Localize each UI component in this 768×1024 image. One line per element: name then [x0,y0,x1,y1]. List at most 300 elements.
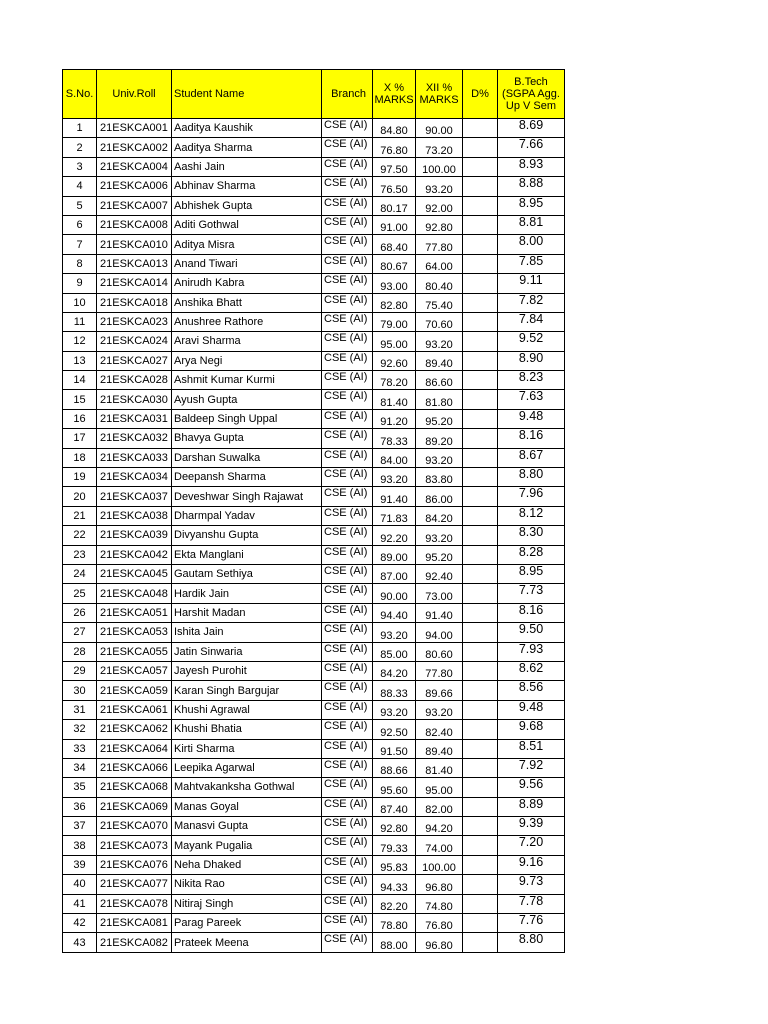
cell-x-marks: 87.40 [373,797,416,816]
cell-univ-roll: 21ESKCA028 [97,371,172,390]
cell-univ-roll: 21ESKCA004 [97,157,172,176]
table-row [63,875,565,894]
cell-sno: 17 [63,429,97,448]
cell-xii-marks: 81.40 [416,758,463,777]
cell-sno: 40 [63,875,97,894]
cell-x-marks: 95.00 [373,332,416,351]
cell-sgpa: 8.16 [498,429,565,448]
cell-univ-roll: 21ESKCA051 [97,603,172,622]
cell-sgpa: 7.78 [498,894,565,913]
cell-univ-roll: 21ESKCA081 [97,914,172,933]
cell-sno: 34 [63,758,97,777]
table-row [63,584,565,603]
cell-branch: CSE (AI) [322,720,373,739]
cell-x-marks: 79.33 [373,836,416,855]
cell-univ-roll: 21ESKCA045 [97,564,172,583]
cell-d-percent [463,526,498,545]
cell-student-name: Abhishek Gupta [172,196,322,215]
cell-sgpa: 9.16 [498,855,565,874]
cell-x-marks: 92.60 [373,351,416,370]
cell-d-percent [463,351,498,370]
cell-xii-marks: 93.20 [416,526,463,545]
cell-d-percent [463,545,498,564]
cell-d-percent [463,642,498,661]
cell-x-marks: 84.80 [373,119,416,138]
cell-univ-roll: 21ESKCA014 [97,274,172,293]
cell-x-marks: 94.33 [373,875,416,894]
cell-xii-marks: 90.00 [416,119,463,138]
cell-univ-roll: 21ESKCA073 [97,836,172,855]
cell-sno: 32 [63,720,97,739]
cell-x-marks: 71.83 [373,506,416,525]
table-row [63,933,565,952]
cell-univ-roll: 21ESKCA059 [97,681,172,700]
cell-x-marks: 93.20 [373,700,416,719]
cell-student-name: Aditya Misra [172,235,322,254]
cell-sno: 5 [63,196,97,215]
header-xii-line2: MARKS [419,94,459,106]
cell-d-percent [463,468,498,487]
cell-sno: 42 [63,914,97,933]
cell-student-name: Anshika Bhatt [172,293,322,312]
cell-univ-roll: 21ESKCA062 [97,720,172,739]
cell-sgpa: 7.73 [498,584,565,603]
cell-branch: CSE (AI) [322,855,373,874]
cell-xii-marks: 100.00 [416,855,463,874]
cell-xii-marks: 73.20 [416,138,463,157]
cell-branch: CSE (AI) [322,661,373,680]
cell-sgpa: 7.20 [498,836,565,855]
table-row [63,293,565,312]
cell-sgpa: 8.16 [498,603,565,622]
header-x-line1: X % [383,82,405,94]
cell-sno: 2 [63,138,97,157]
cell-branch: CSE (AI) [322,177,373,196]
cell-xii-marks: 83.80 [416,468,463,487]
cell-x-marks: 91.20 [373,409,416,428]
cell-d-percent [463,448,498,467]
cell-student-name: Jatin Sinwaria [172,642,322,661]
table-row [63,448,565,467]
cell-student-name: Khushi Bhatia [172,720,322,739]
cell-sno: 36 [63,797,97,816]
cell-d-percent [463,797,498,816]
cell-student-name: Nikita Rao [172,875,322,894]
cell-x-marks: 94.40 [373,603,416,622]
cell-branch: CSE (AI) [322,778,373,797]
table-row [63,603,565,622]
cell-xii-marks: 80.40 [416,274,463,293]
cell-branch: CSE (AI) [322,293,373,312]
cell-branch: CSE (AI) [322,196,373,215]
cell-student-name: Anirudh Kabra [172,274,322,293]
cell-univ-roll: 21ESKCA002 [97,138,172,157]
cell-branch: CSE (AI) [322,119,373,138]
cell-sgpa: 9.39 [498,817,565,836]
cell-branch: CSE (AI) [322,914,373,933]
cell-x-marks: 89.00 [373,545,416,564]
table-row [63,274,565,293]
cell-sno: 23 [63,545,97,564]
cell-univ-roll: 21ESKCA076 [97,855,172,874]
table-row [63,739,565,758]
cell-sno: 35 [63,778,97,797]
cell-x-marks: 88.33 [373,681,416,700]
cell-branch: CSE (AI) [322,623,373,642]
cell-x-marks: 78.33 [373,429,416,448]
header-sno-label: S.No. [65,88,94,100]
cell-d-percent [463,215,498,234]
cell-branch: CSE (AI) [322,332,373,351]
cell-sno: 8 [63,254,97,273]
cell-sno: 43 [63,933,97,952]
cell-d-percent [463,778,498,797]
cell-xii-marks: 94.20 [416,817,463,836]
cell-d-percent [463,914,498,933]
cell-univ-roll: 21ESKCA048 [97,584,172,603]
header-xii-line1: XII % [425,82,453,94]
cell-student-name: Neha Dhaked [172,855,322,874]
cell-branch: CSE (AI) [322,797,373,816]
cell-sno: 25 [63,584,97,603]
cell-d-percent [463,700,498,719]
cell-univ-roll: 21ESKCA008 [97,215,172,234]
cell-xii-marks: 74.80 [416,894,463,913]
cell-sno: 1 [63,119,97,138]
cell-sgpa: 9.56 [498,778,565,797]
cell-xii-marks: 92.40 [416,564,463,583]
cell-d-percent [463,720,498,739]
cell-d-percent [463,681,498,700]
header-sgpa-line1: B.Tech [514,76,548,88]
cell-xii-marks: 94.00 [416,623,463,642]
cell-d-percent [463,196,498,215]
table-row [63,855,565,874]
cell-d-percent [463,564,498,583]
cell-sno: 37 [63,817,97,836]
cell-sgpa: 8.81 [498,215,565,234]
table-row [63,642,565,661]
cell-d-percent [463,293,498,312]
header-d-label: D% [471,88,489,100]
cell-xii-marks: 95.00 [416,778,463,797]
header-sgpa [498,70,565,119]
cell-xii-marks: 93.20 [416,448,463,467]
cell-sgpa: 8.80 [498,933,565,952]
cell-sgpa: 7.82 [498,293,565,312]
cell-univ-roll: 21ESKCA057 [97,661,172,680]
cell-sgpa: 8.89 [498,797,565,816]
cell-sgpa: 7.93 [498,642,565,661]
cell-d-percent [463,661,498,680]
cell-d-percent [463,623,498,642]
cell-sgpa: 8.93 [498,157,565,176]
cell-sno: 19 [63,468,97,487]
cell-sgpa: 8.88 [498,177,565,196]
cell-branch: CSE (AI) [322,642,373,661]
cell-branch: CSE (AI) [322,739,373,758]
cell-univ-roll: 21ESKCA066 [97,758,172,777]
cell-univ-roll: 21ESKCA068 [97,778,172,797]
cell-sno: 20 [63,487,97,506]
cell-student-name: Anand Tiwari [172,254,322,273]
cell-xii-marks: 76.80 [416,914,463,933]
cell-univ-roll: 21ESKCA037 [97,487,172,506]
cell-student-name: Ashmit Kumar Kurmi [172,371,322,390]
cell-xii-marks: 100.00 [416,157,463,176]
cell-xii-marks: 77.80 [416,235,463,254]
table-row [63,196,565,215]
header-roll-label: Univ.Roll [112,88,156,100]
header-x-line2: MARKS [374,94,414,106]
cell-d-percent [463,274,498,293]
cell-d-percent [463,371,498,390]
cell-branch: CSE (AI) [322,215,373,234]
cell-branch: CSE (AI) [322,933,373,952]
cell-xii-marks: 89.20 [416,429,463,448]
cell-xii-marks: 80.60 [416,642,463,661]
cell-sgpa: 7.84 [498,312,565,331]
cell-sgpa: 8.69 [498,119,565,138]
cell-d-percent [463,817,498,836]
student-marks-table [62,69,565,953]
cell-sgpa: 9.52 [498,332,565,351]
cell-x-marks: 84.20 [373,661,416,680]
cell-sno: 3 [63,157,97,176]
header-row [63,70,565,119]
cell-d-percent [463,138,498,157]
table-row [63,700,565,719]
cell-d-percent [463,254,498,273]
cell-x-marks: 91.40 [373,487,416,506]
cell-sno: 4 [63,177,97,196]
cell-univ-roll: 21ESKCA031 [97,409,172,428]
cell-sgpa: 7.76 [498,914,565,933]
table-row [63,332,565,351]
cell-xii-marks: 73.00 [416,584,463,603]
cell-d-percent [463,855,498,874]
cell-univ-roll: 21ESKCA006 [97,177,172,196]
cell-branch: CSE (AI) [322,894,373,913]
cell-sgpa: 8.56 [498,681,565,700]
cell-branch: CSE (AI) [322,700,373,719]
cell-student-name: Harshit Madan [172,603,322,622]
cell-x-marks: 92.50 [373,720,416,739]
cell-univ-roll: 21ESKCA018 [97,293,172,312]
cell-d-percent [463,312,498,331]
cell-student-name: Nitiraj Singh [172,894,322,913]
cell-sgpa: 8.67 [498,448,565,467]
cell-d-percent [463,119,498,138]
cell-sgpa: 8.80 [498,468,565,487]
cell-sgpa: 9.48 [498,700,565,719]
cell-x-marks: 76.50 [373,177,416,196]
cell-branch: CSE (AI) [322,448,373,467]
cell-xii-marks: 70.60 [416,312,463,331]
cell-student-name: Karan Singh Bargujar [172,681,322,700]
cell-univ-roll: 21ESKCA013 [97,254,172,273]
student-marks-sheet [62,69,564,953]
cell-xii-marks: 81.80 [416,390,463,409]
cell-xii-marks: 95.20 [416,409,463,428]
cell-branch: CSE (AI) [322,371,373,390]
cell-univ-roll: 21ESKCA039 [97,526,172,545]
cell-x-marks: 78.80 [373,914,416,933]
cell-student-name: Ekta Manglani [172,545,322,564]
cell-sno: 15 [63,390,97,409]
table-row [63,215,565,234]
cell-sno: 6 [63,215,97,234]
table-row [63,371,565,390]
table-row [63,836,565,855]
cell-x-marks: 84.00 [373,448,416,467]
cell-branch: CSE (AI) [322,157,373,176]
cell-student-name: Aditi Gothwal [172,215,322,234]
cell-univ-roll: 21ESKCA069 [97,797,172,816]
cell-sno: 21 [63,506,97,525]
cell-sgpa: 9.68 [498,720,565,739]
cell-student-name: Ayush Gupta [172,390,322,409]
cell-x-marks: 88.66 [373,758,416,777]
cell-student-name: Ishita Jain [172,623,322,642]
table-row [63,545,565,564]
cell-xii-marks: 93.20 [416,332,463,351]
table-row [63,429,565,448]
cell-branch: CSE (AI) [322,758,373,777]
cell-univ-roll: 21ESKCA027 [97,351,172,370]
cell-x-marks: 76.80 [373,138,416,157]
cell-univ-roll: 21ESKCA010 [97,235,172,254]
cell-student-name: Aaditya Sharma [172,138,322,157]
table-row [63,758,565,777]
cell-xii-marks: 86.60 [416,371,463,390]
cell-x-marks: 81.40 [373,390,416,409]
table-row [63,157,565,176]
cell-x-marks: 80.17 [373,196,416,215]
table-row [63,564,565,583]
cell-sgpa: 8.95 [498,564,565,583]
cell-x-marks: 93.20 [373,468,416,487]
cell-sno: 16 [63,409,97,428]
table-row [63,138,565,157]
cell-d-percent [463,157,498,176]
header-xii-marks [416,70,463,119]
cell-xii-marks: 89.66 [416,681,463,700]
cell-sno: 28 [63,642,97,661]
cell-sno: 11 [63,312,97,331]
cell-sgpa: 8.90 [498,351,565,370]
cell-xii-marks: 74.00 [416,836,463,855]
cell-xii-marks: 84.20 [416,506,463,525]
table-row [63,914,565,933]
table-row [63,312,565,331]
cell-sgpa: 8.28 [498,545,565,564]
cell-branch: CSE (AI) [322,235,373,254]
cell-sno: 10 [63,293,97,312]
cell-univ-roll: 21ESKCA064 [97,739,172,758]
cell-branch: CSE (AI) [322,584,373,603]
table-row [63,526,565,545]
table-row [63,681,565,700]
cell-xii-marks: 93.20 [416,177,463,196]
cell-xii-marks: 92.00 [416,196,463,215]
cell-student-name: Darshan Suwalka [172,448,322,467]
cell-sgpa: 8.12 [498,506,565,525]
cell-student-name: Mayank Pugalia [172,836,322,855]
table-row [63,487,565,506]
cell-x-marks: 97.50 [373,157,416,176]
table-row [63,390,565,409]
table-row [63,623,565,642]
cell-sno: 7 [63,235,97,254]
table-row [63,235,565,254]
cell-branch: CSE (AI) [322,138,373,157]
table-body [63,119,565,953]
cell-univ-roll: 21ESKCA030 [97,390,172,409]
cell-sno: 9 [63,274,97,293]
cell-sno: 12 [63,332,97,351]
cell-sgpa: 9.11 [498,274,565,293]
cell-x-marks: 80.67 [373,254,416,273]
header-branch-label: Branch [331,88,366,100]
cell-sno: 27 [63,623,97,642]
cell-xii-marks: 91.40 [416,603,463,622]
cell-x-marks: 90.00 [373,584,416,603]
cell-branch: CSE (AI) [322,545,373,564]
cell-xii-marks: 96.80 [416,933,463,952]
cell-d-percent [463,739,498,758]
cell-sno: 26 [63,603,97,622]
cell-x-marks: 93.20 [373,623,416,642]
cell-x-marks: 88.00 [373,933,416,952]
cell-d-percent [463,836,498,855]
cell-xii-marks: 86.00 [416,487,463,506]
header-x-marks [373,70,416,119]
cell-sgpa: 8.51 [498,739,565,758]
cell-student-name: Abhinav Sharma [172,177,322,196]
cell-d-percent [463,332,498,351]
cell-branch: CSE (AI) [322,254,373,273]
cell-student-name: Manasvi Gupta [172,817,322,836]
cell-xii-marks: 64.00 [416,254,463,273]
cell-branch: CSE (AI) [322,817,373,836]
cell-sno: 39 [63,855,97,874]
table-row [63,797,565,816]
cell-student-name: Deveshwar Singh Rajawat [172,487,322,506]
cell-xii-marks: 93.20 [416,700,463,719]
cell-d-percent [463,429,498,448]
table-row [63,894,565,913]
cell-student-name: Manas Goyal [172,797,322,816]
cell-univ-roll: 21ESKCA034 [97,468,172,487]
cell-branch: CSE (AI) [322,468,373,487]
table-header [63,70,565,119]
cell-sgpa: 8.62 [498,661,565,680]
cell-x-marks: 92.80 [373,817,416,836]
table-row [63,468,565,487]
header-name-label: Student Name [174,88,245,100]
cell-sgpa: 8.00 [498,235,565,254]
cell-branch: CSE (AI) [322,312,373,331]
cell-sgpa: 9.48 [498,409,565,428]
cell-student-name: Anushree Rathore [172,312,322,331]
cell-student-name: Parag Pareek [172,914,322,933]
cell-x-marks: 91.00 [373,215,416,234]
cell-d-percent [463,409,498,428]
cell-branch: CSE (AI) [322,836,373,855]
cell-student-name: Aravi Sharma [172,332,322,351]
cell-sno: 18 [63,448,97,467]
